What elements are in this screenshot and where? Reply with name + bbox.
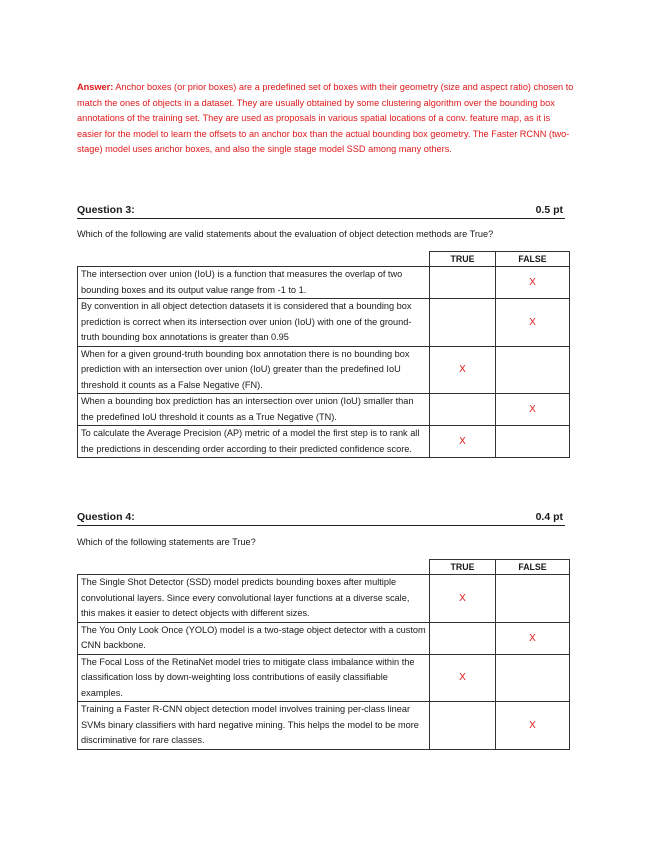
table-row: [78, 394, 570, 426]
true-cell[interactable]: [430, 702, 496, 750]
table-header-row: [78, 252, 570, 267]
false-column-header: FALSE: [496, 252, 570, 267]
question-3-table: [77, 251, 570, 458]
table-row: [78, 267, 570, 299]
question-4-header: [77, 511, 565, 526]
question-3-title: Question 3:: [77, 204, 135, 216]
table-row: [78, 575, 570, 623]
answer-text: Anchor boxes (or prior boxes) are a predefined set of boxes with their geometry (size and aspect ratio) chosen to match the ones of objects in a dataset. They are usually obtained by some clustering algorithm over the bounding box annotations of the training set. They are used as proposals in various spatial locations of a conv. feature map, as it is easier for the model to learn the offsets to an anchor box than the actual bounding box geometry. The Faster RCNN (two-stage) model uses anchor boxes, and also the single stage model SSD among many others.: [77, 82, 574, 155]
table-row: [78, 299, 570, 347]
true-cell[interactable]: X: [430, 426, 496, 458]
statement-text: By convention in all object detection datasets it is considered that a bounding box prediction is correct when its intersection over union (IoU) with one of the ground-truth bounding box annotations is greater than 0.95: [78, 299, 430, 347]
table-row: [78, 346, 570, 394]
table-row: [78, 622, 570, 654]
statement-text: The intersection over union (IoU) is a function that measures the overlap of two bounding boxes and its output value range from -1 to 1.: [78, 267, 430, 299]
question-3-prompt: Which of the following are valid statements about the evaluation of object detection methods are True?: [77, 229, 494, 239]
question-4-prompt: Which of the following statements are True?: [77, 537, 256, 547]
question-4-title: Question 4:: [77, 511, 135, 523]
statement-text: To calculate the Average Precision (AP) metric of a model the first step is to rank all the predictions in descending order according to their predicted confidence score.: [78, 426, 430, 458]
false-cell[interactable]: [496, 346, 570, 394]
false-cell[interactable]: X: [496, 267, 570, 299]
table-row: [78, 426, 570, 458]
true-cell[interactable]: [430, 622, 496, 654]
statement-text: When a bounding box prediction has an intersection over union (IoU) smaller than the predefined IoU threshold it counts as a True Negative (TN).: [78, 394, 430, 426]
false-cell[interactable]: [496, 654, 570, 702]
true-cell[interactable]: X: [430, 346, 496, 394]
false-cell[interactable]: X: [496, 622, 570, 654]
false-cell[interactable]: [496, 426, 570, 458]
false-cell[interactable]: X: [496, 702, 570, 750]
false-column-header: FALSE: [496, 560, 570, 575]
true-cell[interactable]: [430, 394, 496, 426]
table-row: [78, 702, 570, 750]
table-header-row: [78, 560, 570, 575]
answer-label: Answer:: [77, 82, 114, 92]
true-cell[interactable]: X: [430, 654, 496, 702]
true-cell[interactable]: X: [430, 575, 496, 623]
true-column-header: TRUE: [430, 560, 496, 575]
false-cell[interactable]: X: [496, 394, 570, 426]
statement-text: Training a Faster R-CNN object detection model involves training per-class linear SVMs binary classifiers with hard negative mining. This helps the model to be more discriminative for rare classes.: [78, 702, 430, 750]
true-column-header: TRUE: [430, 252, 496, 267]
question-3-points: 0.5 pt: [535, 204, 563, 216]
true-cell[interactable]: [430, 267, 496, 299]
question-4-table: [77, 559, 570, 750]
answer-paragraph: [77, 80, 577, 158]
statement-text: When for a given ground-truth bounding box annotation there is no bounding box prediction with an intersection over union (IoU) greater than the predefined IoU threshold it counts as a False Negative (FN).: [78, 346, 430, 394]
statement-text: The Single Shot Detector (SSD) model predicts bounding boxes after multiple convolutional layers. Since every convolutional layer functions at a diverse scale, this makes it easier to detect objects with different sizes.: [78, 575, 430, 623]
statement-text: The You Only Look Once (YOLO) model is a two-stage object detector with a custom CNN backbone.: [78, 622, 430, 654]
true-cell[interactable]: [430, 299, 496, 347]
statement-text: The Focal Loss of the RetinaNet model tries to mitigate class imbalance within the classification loss by down-weighting loss contributions of easily classifiable examples.: [78, 654, 430, 702]
false-cell[interactable]: [496, 575, 570, 623]
false-cell[interactable]: X: [496, 299, 570, 347]
question-3-header: [77, 204, 565, 219]
table-row: [78, 654, 570, 702]
question-4-points: 0.4 pt: [535, 511, 563, 523]
